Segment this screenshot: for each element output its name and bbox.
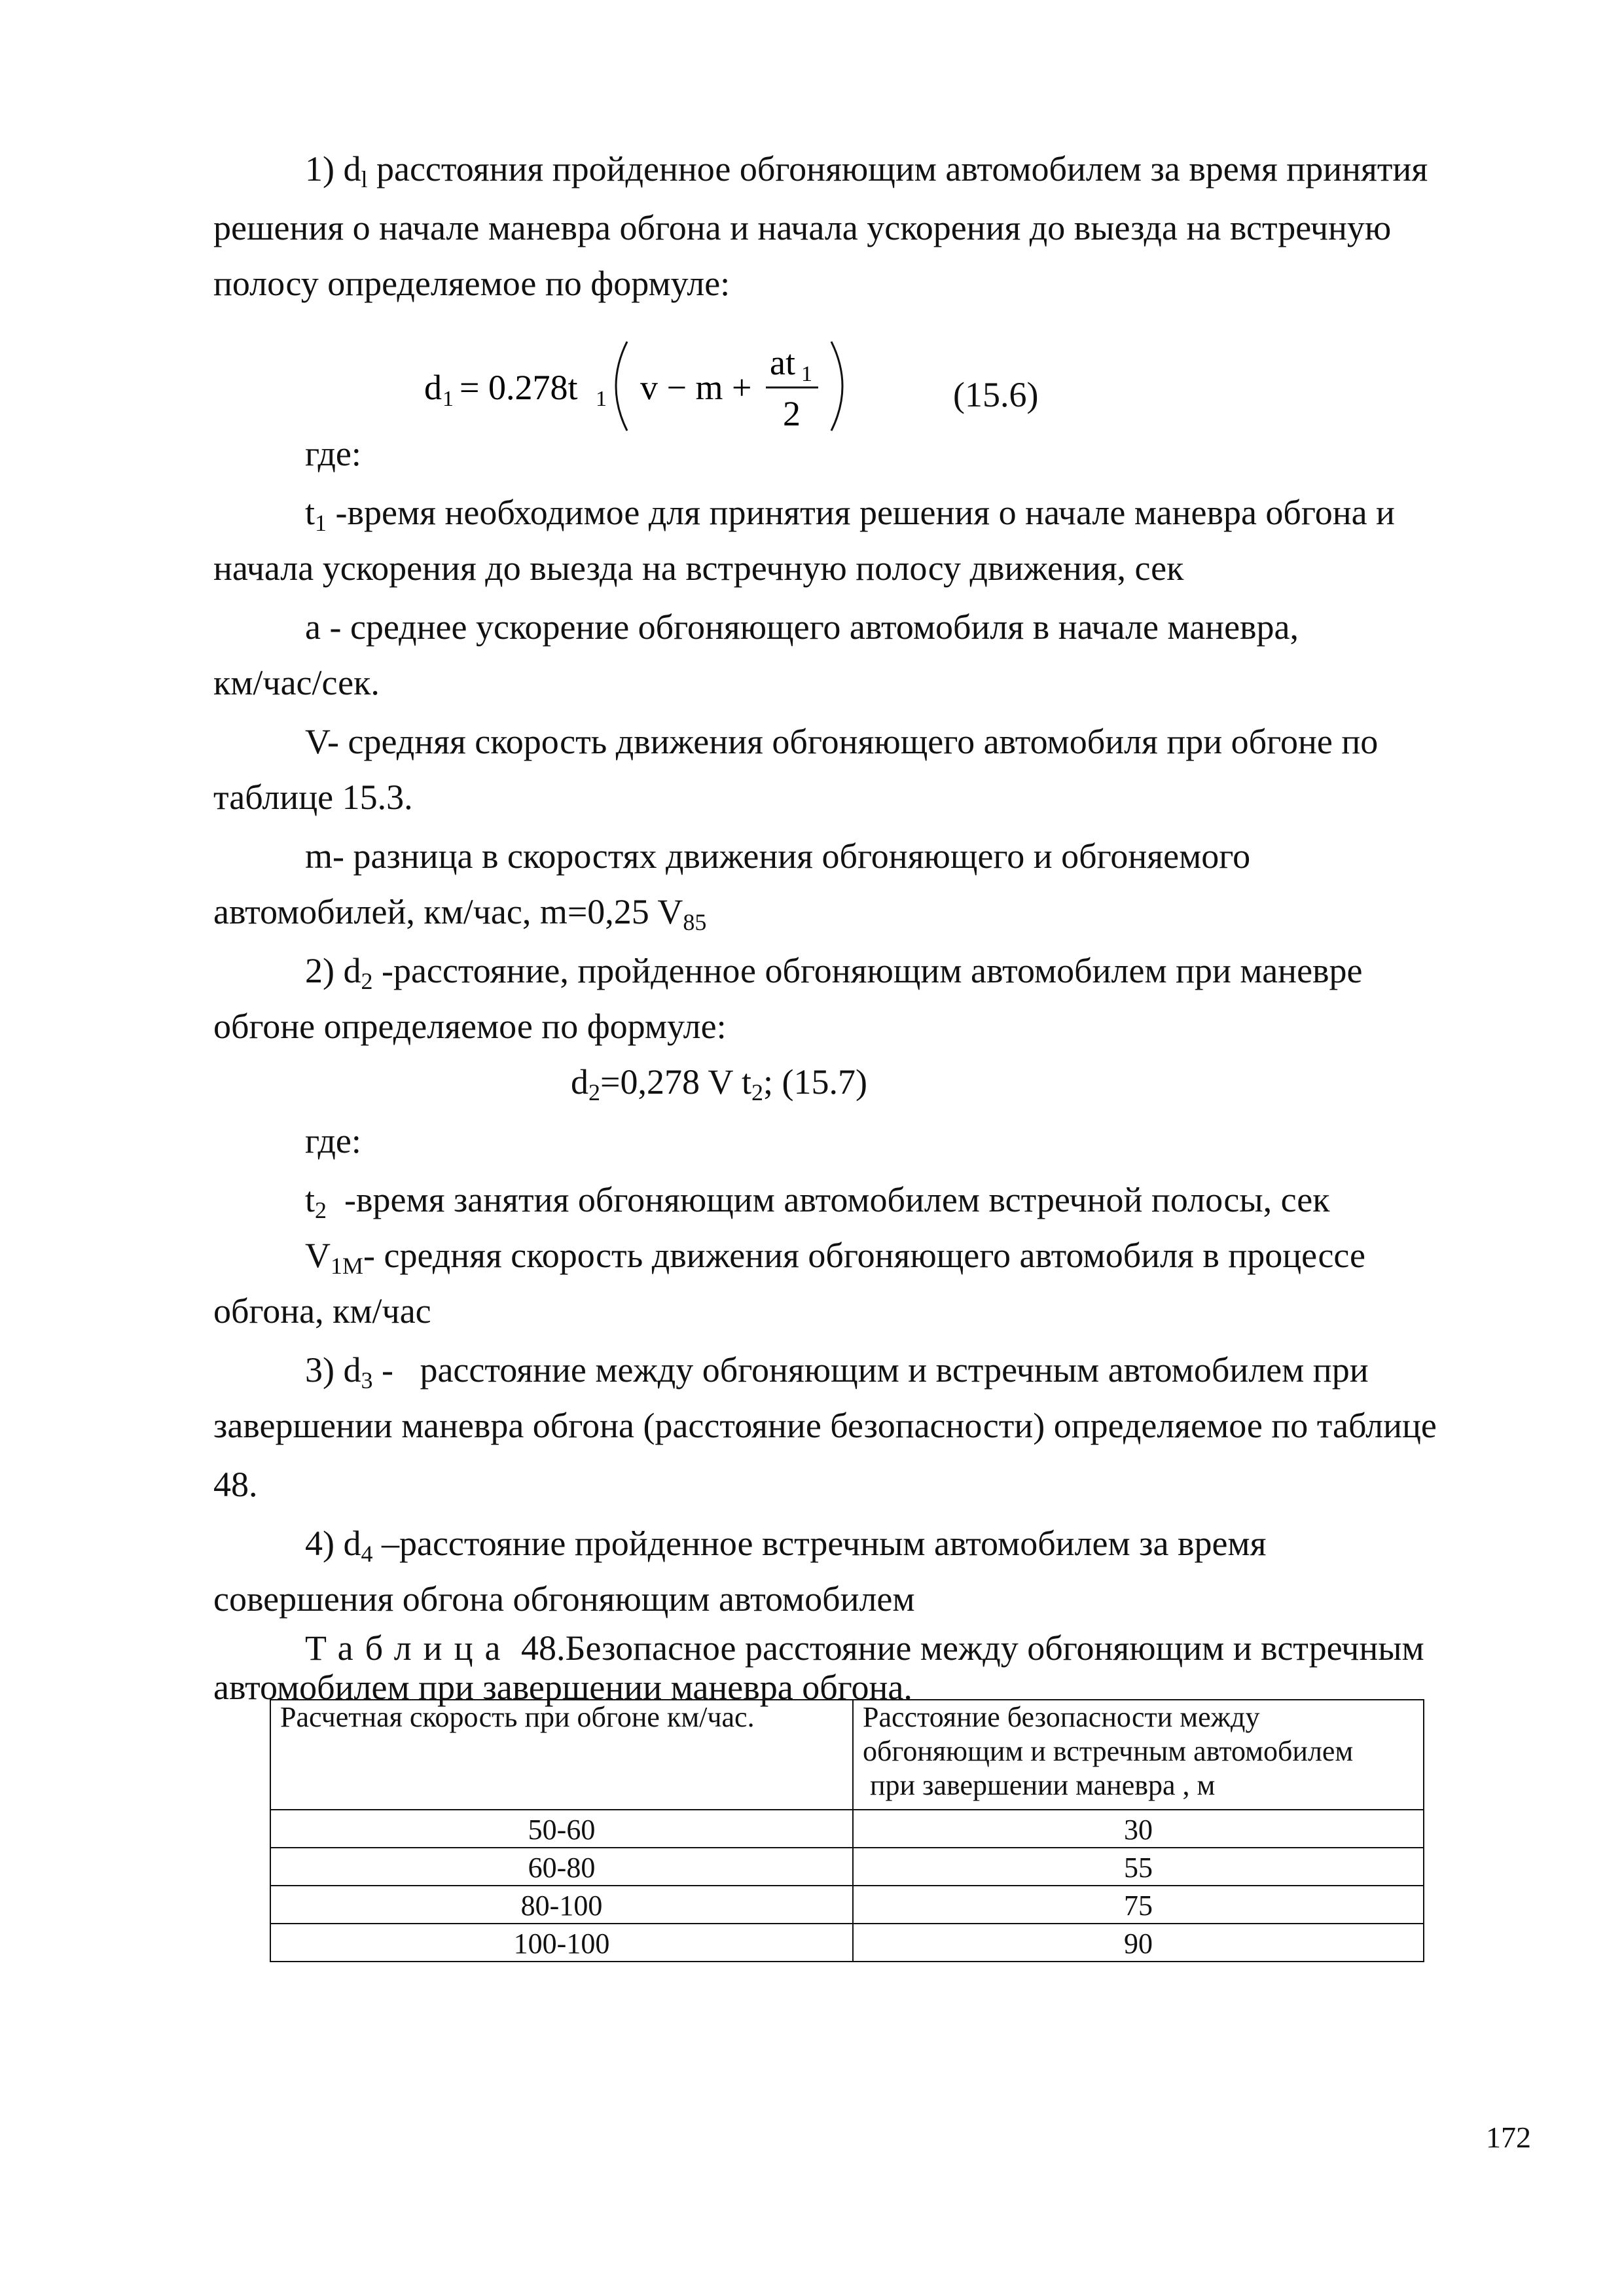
v1m-definition-line2: обгона, км/час xyxy=(213,1291,431,1331)
m-definition-line2 xyxy=(213,892,707,935)
speed-cell: 50-60 xyxy=(270,1810,853,1848)
v-definition-line2: таблице 15.3. xyxy=(213,778,413,817)
formula-t-sub: 1 xyxy=(596,387,607,411)
table-row xyxy=(270,1810,1424,1848)
t2-definition xyxy=(305,1180,1330,1223)
paragraph-d3-line3: 48. xyxy=(213,1465,258,1504)
where-label-2: где: xyxy=(305,1121,361,1160)
distance-cell: 55 xyxy=(853,1848,1424,1886)
table-header-distance xyxy=(853,1700,1424,1810)
m-definition-text: автомобилей, км/час, m=0,25 V xyxy=(213,892,683,931)
formula-coef: = 0.278t xyxy=(460,368,578,407)
t1-text: -время необходимое для принятия решения о начале маневра обгона и xyxy=(327,493,1395,532)
formula-15-7-lhs: d xyxy=(571,1062,588,1102)
distance-cell: 75 xyxy=(853,1886,1424,1924)
a-definition-line2: км/час/сек. xyxy=(213,663,380,702)
t1-definition-line1 xyxy=(305,493,1395,536)
paragraph-d1-line2: решения о начале маневра обгона и начала ускорения до выезда на встречную xyxy=(213,208,1392,247)
table-row xyxy=(270,1848,1424,1886)
d4-text: –расстояние пройденное встречным автомобилем за время xyxy=(372,1524,1267,1563)
formula-15-7 xyxy=(571,1062,867,1105)
distance-cell: 90 xyxy=(853,1924,1424,1962)
v85-subscript: 85 xyxy=(683,909,707,935)
speed-cell: 60-80 xyxy=(270,1848,853,1886)
table-row xyxy=(270,1886,1424,1924)
table-caption xyxy=(213,1628,1536,1707)
header-distance-line1: Расстояние безопасности между xyxy=(863,1701,1260,1733)
formula-lhs-sub: 1 xyxy=(442,387,454,411)
d3-text: - расстояние между обгоняющим и встречным автомобилем при xyxy=(372,1350,1369,1390)
formula-15-7-body: =0,278 V t xyxy=(600,1062,752,1102)
d3-subscript: 3 xyxy=(361,1367,373,1393)
safety-distance-table xyxy=(270,1699,1424,1962)
d2-text: -расстояние, пройденное обгоняющим автомобилем при маневре xyxy=(372,951,1363,990)
v1m-symbol: V xyxy=(305,1236,331,1275)
d1-prefix: 1) d xyxy=(305,149,361,188)
v1m-text: - средняя скорость движения обгоняющего автомобиля в процессе xyxy=(363,1236,1366,1275)
speed-cell: 80-100 xyxy=(270,1886,853,1924)
table-header-speed xyxy=(270,1700,853,1810)
d1-subscript: l xyxy=(361,166,368,192)
v1m-definition-line1 xyxy=(305,1236,1366,1279)
paragraph-d1-line1 xyxy=(305,149,1428,192)
table-header-row xyxy=(270,1700,1424,1810)
header-speed-text: Расчетная скорость при обгоне км/час. xyxy=(280,1701,755,1733)
t1-symbol: t xyxy=(305,493,316,532)
t1-subscript: 1 xyxy=(315,510,327,536)
formula-left-paren xyxy=(616,342,627,431)
d1-text: расстояния пройденное обгоняющим автомобилем за время принятия xyxy=(367,149,1428,188)
a-definition-line1: а - среднее ускорение обгоняющего автомобиля в начале маневра, xyxy=(305,607,1299,647)
paragraph-d3-line1 xyxy=(305,1350,1369,1393)
t2-symbol: t xyxy=(305,1180,316,1219)
speed-cell: 100-100 xyxy=(270,1924,853,1962)
d2-subscript: 2 xyxy=(361,968,373,994)
formula-inner: v − m + xyxy=(640,368,752,407)
header-distance-line3: при завершении маневра , м xyxy=(863,1769,1216,1801)
formula-15-7-number: ; (15.7) xyxy=(763,1062,867,1102)
d2-prefix: 2) d xyxy=(305,951,361,990)
header-distance-line2: обгоняющим и встречным автомобилем xyxy=(863,1735,1354,1767)
paragraph-d2-line2: обгоне определяемое по формуле: xyxy=(213,1007,727,1046)
formula-denominator: 2 xyxy=(783,394,801,433)
table-row xyxy=(270,1924,1424,1962)
v1m-subscript: 1М xyxy=(331,1253,364,1279)
formula-numerator: at xyxy=(770,343,795,382)
formula-right-paren xyxy=(831,342,842,431)
t2-text: -время занятия обгоняющим автомобилем встречной полосы, сек xyxy=(327,1180,1330,1219)
formula-15-7-lhs-sub: 2 xyxy=(588,1079,600,1105)
d3-prefix: 3) d xyxy=(305,1350,361,1390)
d4-prefix: 4) d xyxy=(305,1524,361,1563)
paragraph-d4-line2: совершения обгона обгоняющим автомобилем xyxy=(213,1579,915,1619)
d4-subscript: 4 xyxy=(361,1541,373,1567)
table-caption-text: 48.Безопасное расстояние между обгоняющим и встречным автомобилем при завершении маневра обгона. xyxy=(213,1628,1424,1707)
formula-lhs: d xyxy=(424,368,442,407)
page-number: 172 xyxy=(1486,2121,1531,2154)
paragraph-d2-line1 xyxy=(305,951,1363,994)
m-definition-line1: m- разница в скоростях движения обгоняющего и обгоняемого xyxy=(305,836,1251,876)
formula-number-15-6: (15.6) xyxy=(953,375,1039,414)
t1-definition-line2: начала ускорения до выезда на встречную полосу движения, сек xyxy=(213,548,1184,588)
formula-numerator-sub: 1 xyxy=(801,362,812,386)
where-label-1: где: xyxy=(305,434,361,473)
t2-subscript: 2 xyxy=(315,1197,327,1223)
formula-15-6 xyxy=(419,327,916,445)
distance-cell: 30 xyxy=(853,1810,1424,1848)
paragraph-d3-line2: завершении маневра обгона (расстояние безопасности) определяемое по таблице xyxy=(213,1406,1437,1445)
paragraph-d1-line3: полосу определяемое по формуле: xyxy=(213,264,731,303)
table-caption-label: Таблица xyxy=(305,1628,513,1668)
formula-15-7-t-sub: 2 xyxy=(751,1079,764,1105)
v-definition-line1: V- средняя скорость движения обгоняющего автомобиля при обгоне по xyxy=(305,722,1379,761)
paragraph-d4-line1 xyxy=(305,1524,1267,1567)
